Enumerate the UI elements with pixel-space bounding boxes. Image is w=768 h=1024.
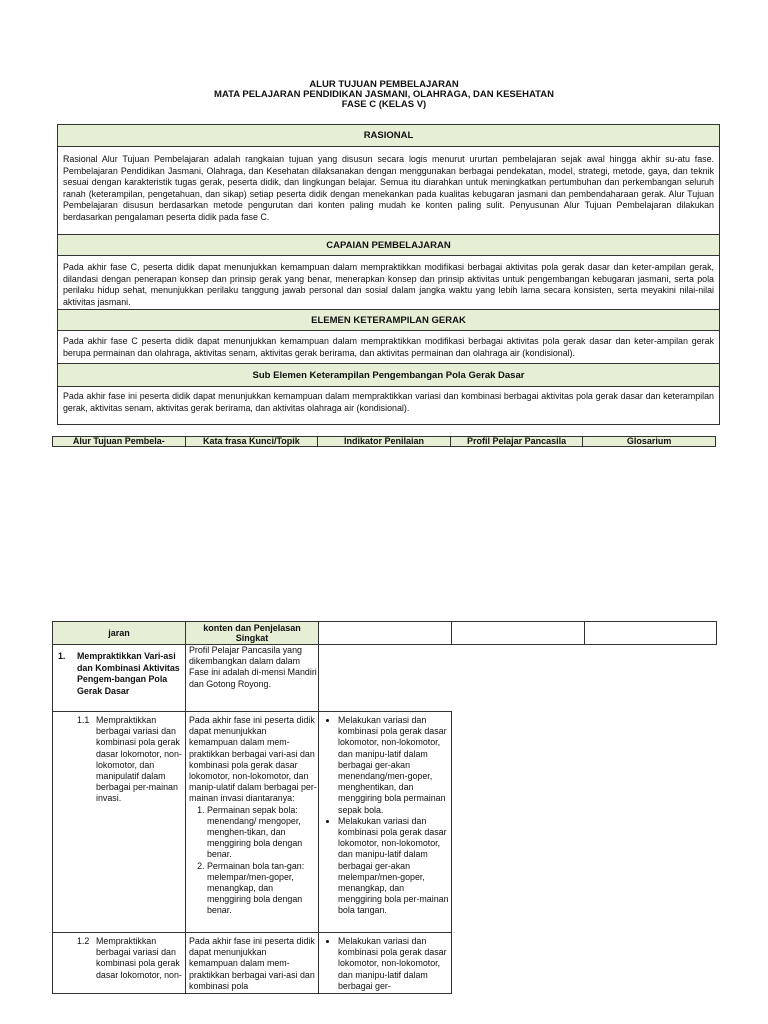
document-title-line3: FASE C (KELAS V) [341, 99, 427, 110]
table-header-cell: Indikator Penilaian [318, 437, 451, 446]
table-cell [185, 932, 319, 994]
table-header-cell: Alur Tujuan Pembela- [53, 437, 186, 446]
document-title-line1: ALUR TUJUAN PEMBELAJARAN [309, 79, 459, 90]
rasional-heading: RASIONAL [58, 125, 719, 147]
table-header-strip [52, 436, 716, 447]
indicator-list [322, 715, 450, 917]
objective-number: 1.2 [77, 936, 90, 946]
table-cell [185, 711, 319, 933]
table-header-cell: konten dan Penjelasan Singkat [185, 621, 319, 645]
table-header-cell [584, 621, 717, 645]
elemen-heading: ELEMEN KETERAMPILAN GERAK [58, 309, 719, 331]
table-cell [318, 932, 452, 994]
table-row [52, 711, 186, 933]
objective-number: 1. [58, 651, 66, 661]
table-header-cell: Kata frasa Kunci/Topik [186, 437, 319, 446]
rationale-box [57, 124, 720, 425]
table-header-cell: Profil Pelajar Pancasila [451, 437, 584, 446]
profile-note: Profil Pelajar Pancasila yang dikembangkan dalam dalam Fase ini adalah di-mensi Mandiri dan Gotong Royong. [189, 645, 317, 689]
elemen-body: Pada akhir fase C peserta didik dapat menunjukkan kemampuan dalam mempraktikkan modifikasi berbagai aktivitas pola gerak dasar dan keter-ampilan gerak berupa permainan dan olahraga, aktivitas senam, aktivitas gerak berirama, dan aktivitas permainan dan olahraga air (kondisional). [63, 336, 714, 358]
list-item: • Melakukan variasi dan kombinasi pola gerak dasar lokomotor, non-lokomotor, dan manipu-latif dalam berbagai ger-akan melempar/men-goper, menangkap, dan menggiring bola per-mainan bola tangan. [338, 816, 450, 917]
objective-text: Mempraktikkan berbagai variasi dan kombinasi pola gerak dasar lokomotor, non- [96, 936, 182, 980]
sub-elemen-heading: Sub Elemen Keterampilan Pengembangan Pola Gerak Dasar [58, 363, 719, 387]
table-header-cell [451, 621, 585, 645]
table-header-cell: jaran [52, 621, 186, 645]
table-header-cell [318, 621, 452, 645]
capaian-body: Pada akhir fase C, peserta didik dapat menunjukkan kemampuan dalam mempraktikkan modifikasi berbagai aktivitas pola gerak dasar dan keter-ampilan gerak, dilandasi dengan penerapan konsep dan prinsip gerak yang benar, menerapkan konsep dan prinsip aktivitas untuk pengembangan kebugaran jasmani, serta pola perilaku hidup sehat, menunjukkan perilaku tanggung jawab personal dan sosial dalam jangka waktu yang lebih lama secara konsisten, serta meyakini nilai-nilai aktivitas jasmani. [63, 262, 714, 307]
rasional-body: Rasional Alur Tujuan Pembelajaran adalah rangkaian tujuan yang disusun secara logis menurut ururtan pembelajaran sejak awal hingga akhir su-atu fase. Pembelajaran Pendidikan Jasmani, Olahraga, dan Kesehatan dilaksanakan dengan menggunakan berbagai pendekatan, model, strategi, metode, gaya, dan teknik sesuai dengan karakteristik tugas gerak, peserta didik, dan lingkungan belajar. Semua itu diarahkan untuk meningkatkan pertumbuhan dan perkembangan seluruh ranah (keterampilan, pengetahuan, dan sikap) setiap peserta didik dengan menekankan pada kualitas kebugaran jasmani dan pembendaharaan gerak. Alur Tujuan Pembelajaran disusun berdasarkan metode pengurutan dari konten paling mudah ke konten paling sulit. Penyusunan Alur Tujuan Pembelajaran dilakukan berdasarkan pengalaman peserta didik pada fase C. [63, 154, 714, 222]
table-cell [185, 644, 319, 712]
list-item: 1. Permainan sepak bola: menendang/ mengoper, menghen-tikan, dan menggiring bola dengan benar. [207, 805, 317, 861]
list-item: 2. Permainan bola tan-gan: melempar/men-goper, menangkap, dan menggiring bola dengan benar. [207, 861, 317, 917]
objective-number: 1.1 [77, 715, 90, 725]
table-row [52, 932, 186, 994]
objective-text: Mempraktikkan berbagai variasi dan kombinasi pola gerak dasar lokomotor, non-lokomotor, dan manipulatif dalam berbagai per-mainan invasi. [96, 715, 182, 804]
list-item: • Melakukan variasi dan kombinasi pola gerak dasar lokomotor, non-lokomotor, dan manipu-latif dalam berbagai ger-akan menendang/men-goper, menghentikan, dan menggiring bola permainan sepak bola. [338, 715, 450, 816]
capaian-heading: CAPAIAN PEMBELAJARAN [58, 234, 719, 256]
content-intro: Pada akhir fase ini peserta didik dapat menunjukkan kemampuan dalam mem-praktikkan berbagai vari-asi dan kombinasi pola gerak dasar lokomotor, non-lokomotor, dan manip-ulatif dalam berbagai per-mainan invasi diantaranya: [189, 715, 317, 804]
table-cell [318, 711, 452, 933]
table-header-cell: Glosarium [626, 436, 672, 446]
sub-elemen-body: Pada akhir fase ini peserta didik dapat menunjukkan kemampuan dalam mempraktikkan variasi dan kombinasi berbagai aktivitas pola gerak dasar dan keterampilan gerak, aktivitas senam, aktivitas gerak berirama, dan aktivitas olahraga air (kondisional). [63, 391, 714, 413]
list-item: • Melakukan variasi dan kombinasi pola gerak dasar lokomotor, non-lokomotor, dan manipu-latif dalam berbagai ger- [338, 936, 450, 992]
objective-title: Mempraktikkan Vari-asi dan Kombinasi Aktivitas Pengem-bangan Pola Gerak Dasar [77, 651, 180, 696]
indicator-list [322, 936, 450, 992]
content-description [189, 715, 317, 917]
table-row [52, 644, 186, 712]
document-title-line2: MATA PELAJARAN PENDIDIKAN JASMANI, OLAHRAGA, DAN KESEHATAN [214, 89, 554, 100]
content-description: Pada akhir fase ini peserta didik dapat menunjukkan kemampuan dalam mem-praktikkan berbagai vari-asi dan kombinasi pola [189, 936, 315, 991]
